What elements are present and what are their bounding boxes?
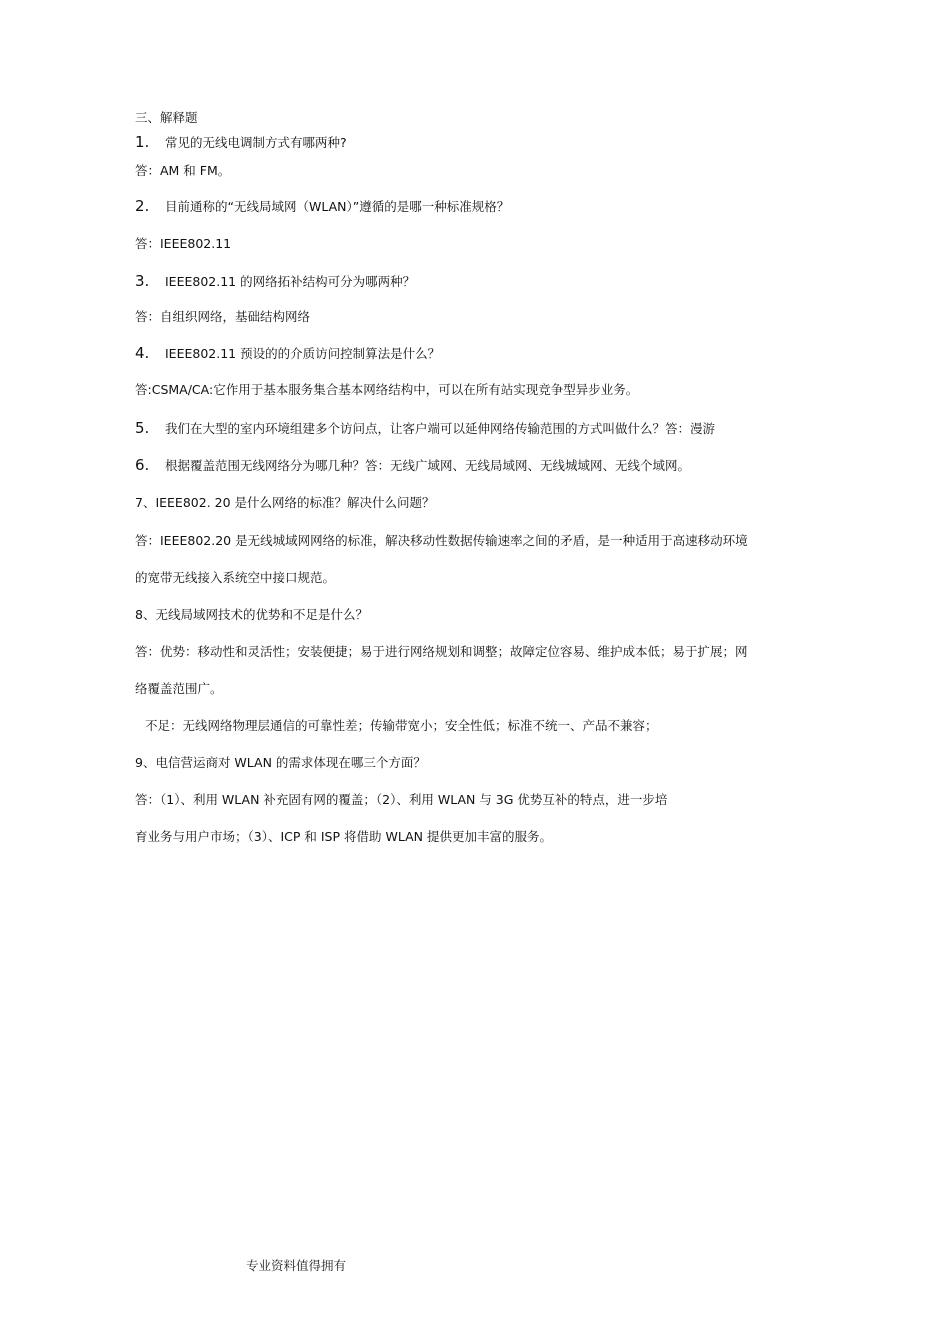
question-8: 8、无线局域网技术的优势和不足是什么？ bbox=[135, 607, 368, 622]
question-text: 根据覆盖范围无线网络分为哪几种？答：无线广域网、无线局域网、无线城域网、无线个域网。 bbox=[165, 458, 691, 473]
section-title: 三、解释题 bbox=[135, 110, 198, 125]
answer-7-line-1: 答：IEEE802.20 是无线城域网网络的标准，解决移动性数据传输速率之间的矛盾，是一种适用于高速移动环境 bbox=[135, 533, 748, 548]
answer-9-line-1: 答：（1）、利用 WLAN 补充固有网的覆盖；（2）、利用 WLAN 与 3G 优势互补的特点，进一步培 bbox=[135, 792, 668, 807]
answer-7-line-2: 的宽带无线接入系统空中接口规范。 bbox=[135, 570, 336, 585]
question-3 bbox=[135, 272, 415, 291]
answer-8-line-2: 络覆盖范围广。 bbox=[135, 681, 223, 696]
answer-8-line-1: 答：优势：移动性和灵活性；安装便捷；易于进行网络规划和调整；故障定位容易、维护成本低；易于扩展；网 bbox=[135, 644, 748, 659]
question-text: IEEE802.11 预设的的介质访问控制算法是什么？ bbox=[165, 346, 441, 361]
question-number: 4. bbox=[135, 344, 150, 362]
question-number: 1. bbox=[135, 133, 150, 151]
question-text: IEEE802.11 的网络拓补结构可分为哪两种？ bbox=[165, 274, 416, 289]
question-number: 2. bbox=[135, 197, 150, 215]
page-footer: 专业资料值得拥有 bbox=[246, 1258, 347, 1273]
answer-3: 答：自组织网络，基础结构网络 bbox=[135, 309, 311, 324]
question-number: 5. bbox=[135, 419, 150, 437]
answer-4: 答:CSMA/CA:它作用于基本服务集合基本网络结构中，可以在所有站实现竞争型异步业务。 bbox=[135, 382, 639, 397]
question-number: 3. bbox=[135, 272, 150, 290]
question-text: 常见的无线电调制方式有哪两种? bbox=[165, 135, 347, 150]
question-text: 目前通称的“无线局域网（WLAN）”遵循的是哪一种标准规格？ bbox=[165, 199, 510, 214]
question-9: 9、电信营运商对 WLAN 的需求体现在哪三个方面？ bbox=[135, 755, 426, 770]
answer-9-line-2: 育业务与用户市场；（3）、ICP 和 ISP 将借助 WLAN 提供更加丰富的服务。 bbox=[135, 829, 552, 844]
question-7: 7、IEEE802. 20 是什么网络的标准？解决什么问题？ bbox=[135, 495, 435, 510]
question-text: 我们在大型的室内环境组建多个访问点，让客户端可以延伸网络传输范围的方式叫做什么？答：漫游 bbox=[165, 421, 716, 436]
answer-1: 答：AM 和 FM。 bbox=[135, 163, 231, 178]
question-5 bbox=[135, 419, 715, 438]
question-number: 6. bbox=[135, 456, 150, 474]
answer-8-line-3: 不足：无线网络物理层通信的可靠性差；传输带宽小；安全性低；标准不统一、产品不兼容； bbox=[145, 718, 658, 733]
answer-2: 答：IEEE802.11 bbox=[135, 236, 232, 251]
question-1 bbox=[135, 133, 347, 152]
question-4 bbox=[135, 344, 440, 363]
question-6 bbox=[135, 456, 690, 475]
question-2 bbox=[135, 197, 509, 216]
